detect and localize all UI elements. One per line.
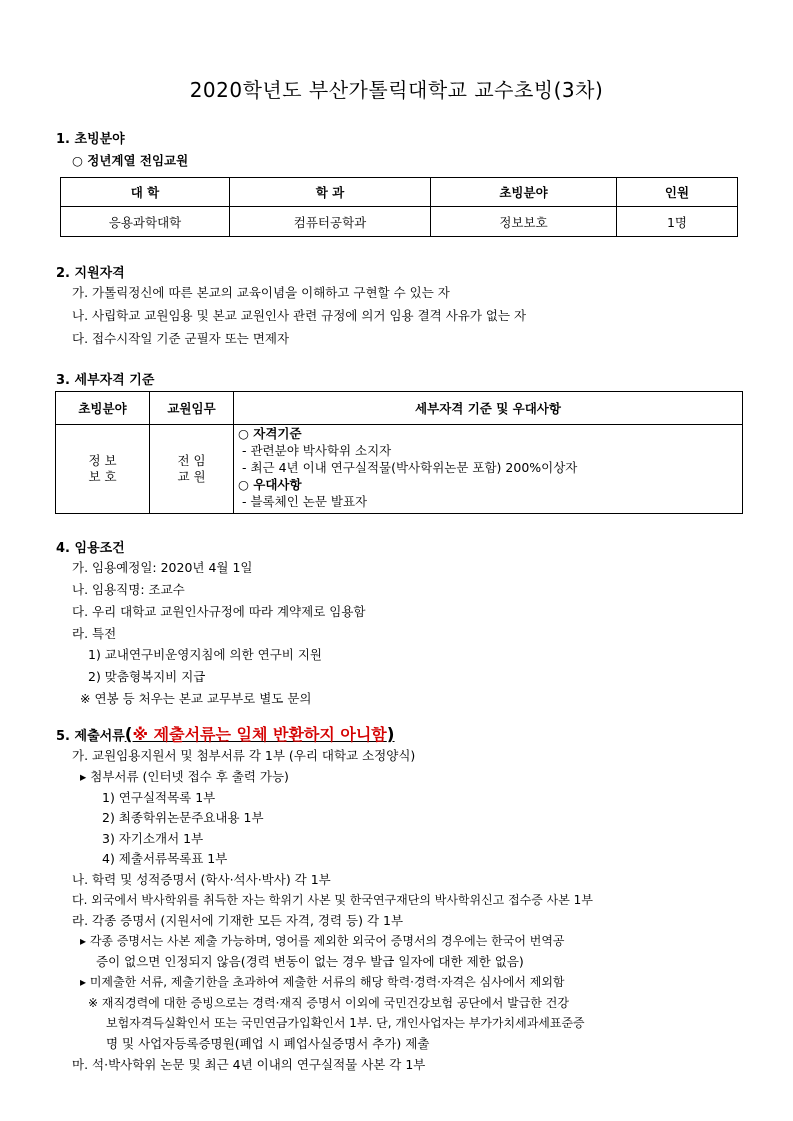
table-header: 세부자격 기준 및 우대사항: [234, 392, 743, 425]
qualification-title: ○ 자격기준: [238, 426, 302, 441]
list-item: 다. 접수시작일 기준 군필자 또는 면제자: [72, 331, 290, 346]
table-row: [56, 425, 743, 514]
list-item: 1) 교내연구비운영지침에 의한 연구비 지원: [88, 647, 322, 662]
qualification-item: - 관련분야 박사학위 소지자: [242, 443, 392, 458]
table-cell-duty: [150, 425, 234, 514]
list-item: 증이 없으면 인정되지 않음(경력 변동이 없는 경우 발급 일자에 대한 제한 없음): [96, 954, 524, 969]
list-item: 가. 가톨릭정신에 따른 본교의 교육이념을 이해하고 구현할 수 있는 자: [72, 285, 450, 300]
list-item: ▸ 첨부서류 (인터넷 접수 후 출력 가능): [80, 769, 289, 784]
list-item: 다. 우리 대학교 교원인사규정에 따라 계약제로 임용함: [72, 604, 366, 619]
list-item: 가. 교원임용지원서 및 첨부서류 각 1부 (우리 대학교 소정양식): [72, 748, 416, 763]
table-cell: 정보보호: [431, 207, 617, 237]
list-item: 다. 외국에서 박사학위를 취득한 자는 학위기 사본 및 한국연구재단의 박사학위신고 접수증 사본 1부: [72, 893, 593, 907]
table-header: 초빙분야: [431, 178, 617, 207]
list-item: ▸ 각종 증명서는 사본 제출 가능하며, 영어를 제외한 외국어 증명서의 경우에는 한국어 번역공: [80, 934, 565, 948]
return-notice: ※ 제출서류는 일체 반환하지 아니함: [132, 725, 387, 744]
section-5-heading-row: [56, 722, 395, 745]
table-header-row: [61, 178, 738, 207]
list-item: 나. 사립학교 교원임용 및 본교 교원인사 관련 규정에 의거 임용 결격 사유가 없는 자: [72, 308, 527, 323]
list-item: 2) 최종학위논문주요내용 1부: [102, 810, 264, 825]
page-title: 2020학년도 부산가톨릭대학교 교수초빙(3차): [189, 78, 604, 102]
list-item: 보험자격득실확인서 또는 국민연금가입확인서 1부. 단, 개인사업자는 부가가치세과세표준증: [106, 1016, 585, 1030]
list-item: 라. 특전: [72, 626, 117, 641]
notice-paren: (: [124, 725, 133, 745]
list-item: 나. 임용직명: 조교수: [72, 582, 185, 597]
duty-line: 전 임: [177, 453, 206, 468]
table-cell: 컴퓨터공학과: [230, 207, 431, 237]
field-line: 정 보: [88, 453, 117, 468]
recruitment-table: [60, 177, 738, 237]
table-cell-detail: [234, 425, 743, 514]
section-2-heading: 2. 지원자격: [56, 266, 125, 281]
preference-item: - 블록체인 논문 발표자: [242, 494, 368, 509]
section-4-heading: 4. 임용조건: [56, 541, 125, 556]
table-cell-field: [56, 425, 150, 514]
duty-line: 교 원: [177, 469, 206, 484]
notice-paren: ): [386, 725, 395, 745]
list-item: 명 및 사업자등록증명원(폐업 시 폐업사실증명서 추가) 제출: [106, 1036, 430, 1051]
section-5-heading: 5. 제출서류: [56, 729, 125, 744]
table-cell: 1명: [617, 207, 738, 237]
table-header: 초빙분야: [56, 392, 150, 425]
list-item: ※ 연봉 등 처우는 본교 교무부로 별도 문의: [80, 691, 312, 706]
table-cell: 응용과학대학: [61, 207, 230, 237]
section-3-heading: 3. 세부자격 기준: [56, 373, 155, 388]
preference-title: ○ 우대사항: [238, 477, 302, 492]
list-item: 2) 맞춤형복지비 지급: [88, 669, 206, 684]
qualification-table: [55, 391, 743, 514]
table-header: 교원임무: [150, 392, 234, 425]
qualification-item: - 최근 4년 이내 연구실적물(박사학위논문 포함) 200%이상자: [242, 460, 578, 475]
list-item: ▸ 미제출한 서류, 제출기한을 초과하여 제출한 서류의 해당 학력·경력·자격은 심사에서 제외함: [80, 975, 565, 989]
table-header: 대 학: [61, 178, 230, 207]
list-item: 라. 각종 증명서 (지원서에 기재한 모든 자격, 경력 등) 각 1부: [72, 913, 404, 928]
list-item: 3) 자기소개서 1부: [102, 831, 204, 846]
table-row: [61, 207, 738, 237]
list-item: 마. 석·박사학위 논문 및 최근 4년 이내의 연구실적물 사본 각 1부: [72, 1057, 426, 1072]
table-header: 학 과: [230, 178, 431, 207]
list-item: ※ 재직경력에 대한 증빙으로는 경력·재직 증명서 이외에 국민건강보험 공단에서 발급한 건강: [88, 996, 569, 1010]
list-item: 가. 임용예정일: 2020년 4월 1일: [72, 560, 253, 575]
section-1-heading: 1. 초빙분야: [56, 132, 125, 147]
list-item: 1) 연구실적목록 1부: [102, 790, 216, 805]
list-item: 나. 학력 및 성적증명서 (학사·석사·박사) 각 1부: [72, 872, 331, 887]
table-header-row: [56, 392, 743, 425]
table-header: 인원: [617, 178, 738, 207]
field-line: 보 호: [88, 469, 117, 484]
section-1-subheading: ○ 정년계열 전임교원: [72, 153, 189, 168]
list-item: 4) 제출서류목록표 1부: [102, 851, 228, 866]
